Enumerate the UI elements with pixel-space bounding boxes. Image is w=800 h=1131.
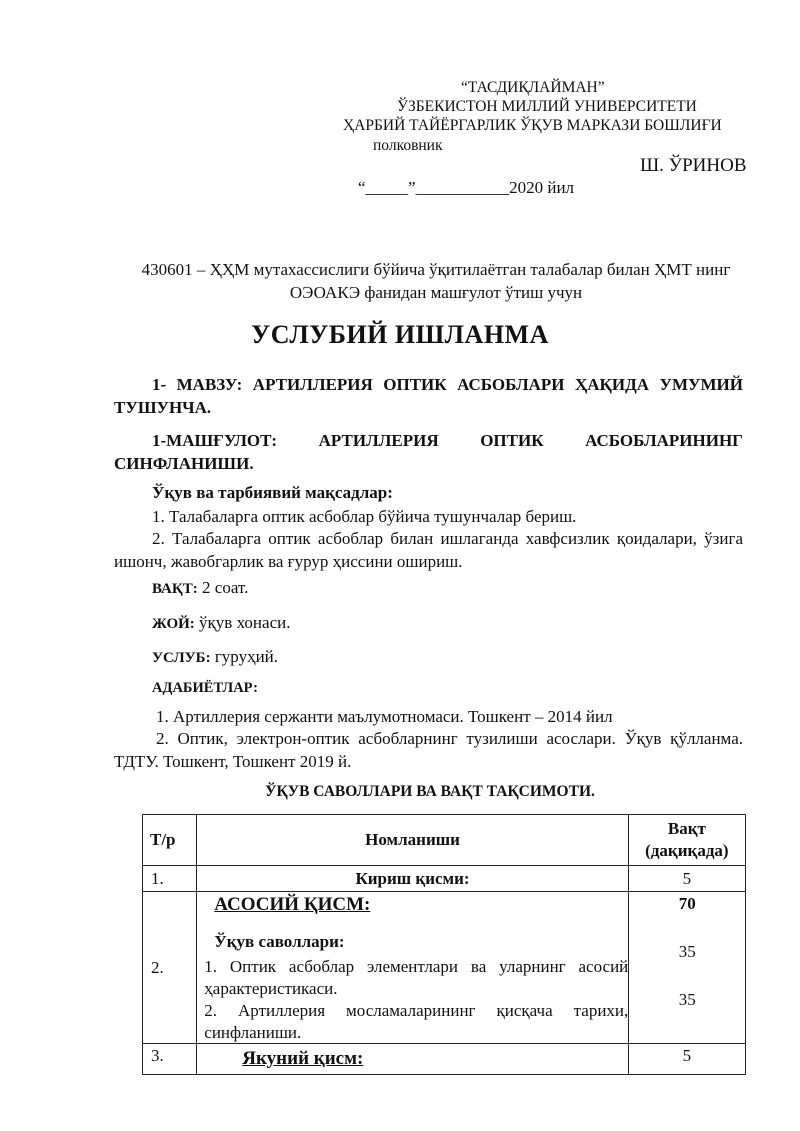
question-time: 35 [678, 942, 696, 961]
row-number: 3. [143, 1044, 197, 1075]
place-value: ўқув хонаси. [194, 613, 291, 632]
question-item: 1. Оптик асбоблар элементлари ва уларнинг асосий ҳарактеристикаси. [204, 957, 629, 998]
method-value: гуруҳий. [210, 647, 279, 666]
method-label: УСЛУБ: [152, 650, 211, 666]
approval-university: ЎЗБЕКИСТОН МИЛЛИЙ УНИВЕРСИТЕТИ [397, 98, 697, 115]
header-name: Номланиши [197, 815, 628, 866]
document-subtitle: 430601 – ҲҲМ мутахассислиги бўйича ўқитилаётган талабалар билан ҲМТ нинг ОЭОАКЭ фанидан машғулот ўтиш учун [141, 260, 731, 302]
row-name [197, 892, 628, 1044]
goals-heading: Ўқув ва тарбиявий мақсадлар: [152, 483, 393, 502]
goal-item: 1. Талабаларга оптик асбоблар бўйича тушунчалар бериш. [152, 507, 577, 526]
header-time: Вақт (дақиқада) [628, 815, 745, 866]
document-title: УСЛУБИЙ ИШЛАНМА [251, 320, 549, 349]
lesson-text: 1-МАШҒУЛОТ: АРТИЛЛЕРИЯ ОПТИК АСБОБЛАРИНИНГ СИНФЛАНИШИ. [114, 431, 743, 473]
table-row [143, 1044, 746, 1075]
table-row [143, 892, 746, 1044]
row-name: Якуний қисм: [197, 1044, 628, 1075]
approval-position: ҲАРБИЙ ТАЙЁРГАРЛИК ЎҚУВ МАРКАЗИ БОШЛИҒИ [343, 117, 722, 134]
row-time: 5 [628, 866, 745, 892]
time-value: 2 соат. [197, 578, 249, 597]
row-time [628, 892, 745, 1044]
theme-text: 1- МАВЗУ: АРТИЛЛЕРИЯ ОПТИК АСБОБЛАРИ ҲАҚИДА УМУМИЙ ТУШУНЧА. [114, 375, 743, 417]
schedule-table [142, 814, 746, 1075]
time-label: ВАҚТ: [152, 581, 198, 597]
method-field [152, 647, 278, 667]
theme-line [114, 373, 743, 419]
approval-rank: полковник [373, 137, 443, 154]
main-part-time: 70 [678, 894, 696, 913]
time-field [152, 578, 248, 598]
goal-item: 2. Талабаларга оптик асбоблар билан ишлаганда хавфсизлик қоидалари, ўзига ишонч, жавобгарлик ва ғурур ҳиссини ошириш. [114, 529, 743, 571]
approval-date: “_____”___________2020 йил [358, 178, 575, 197]
table-header-row [143, 815, 746, 866]
questions-heading: Ўқув саволлари: [214, 932, 345, 951]
literature-heading: АДАБИЁТЛАР: [152, 680, 258, 696]
place-label: ЖОЙ: [152, 616, 195, 632]
literature-item: 1. Артиллерия сержанти маълумотномаси. Тошкент – 2014 йил [156, 707, 613, 726]
approval-heading: “ТАСДИҚЛАЙМАН” [461, 79, 605, 96]
question-item: 2. Артиллерия мосламаларининг қисқача тарихи, синфланиши. [204, 1001, 629, 1042]
header-number: Т/р [143, 815, 197, 866]
main-part-title: АСОСИЙ ҚИСМ: [214, 894, 371, 915]
row-name: Кириш қисми: [197, 866, 628, 892]
question-time: 35 [678, 990, 696, 1009]
lesson-line [114, 429, 743, 475]
approval-name: Ш. ЎРИНОВ [640, 155, 747, 176]
row-number: 1. [143, 866, 197, 892]
row-number: 2. [143, 892, 197, 1044]
place-field [152, 613, 290, 633]
table-title: ЎҚУВ САВОЛЛАРИ ВА ВАҚТ ТАҚСИМОТИ. [265, 783, 595, 800]
row-time: 5 [628, 1044, 745, 1075]
table-row [143, 866, 746, 892]
literature-item: 2. Оптик, электрон-оптик асбобларнинг тузилиши асослари. Ўқув қўлланма. ТДТУ. Тошкент, Тошкент 2019 й. [114, 729, 743, 771]
